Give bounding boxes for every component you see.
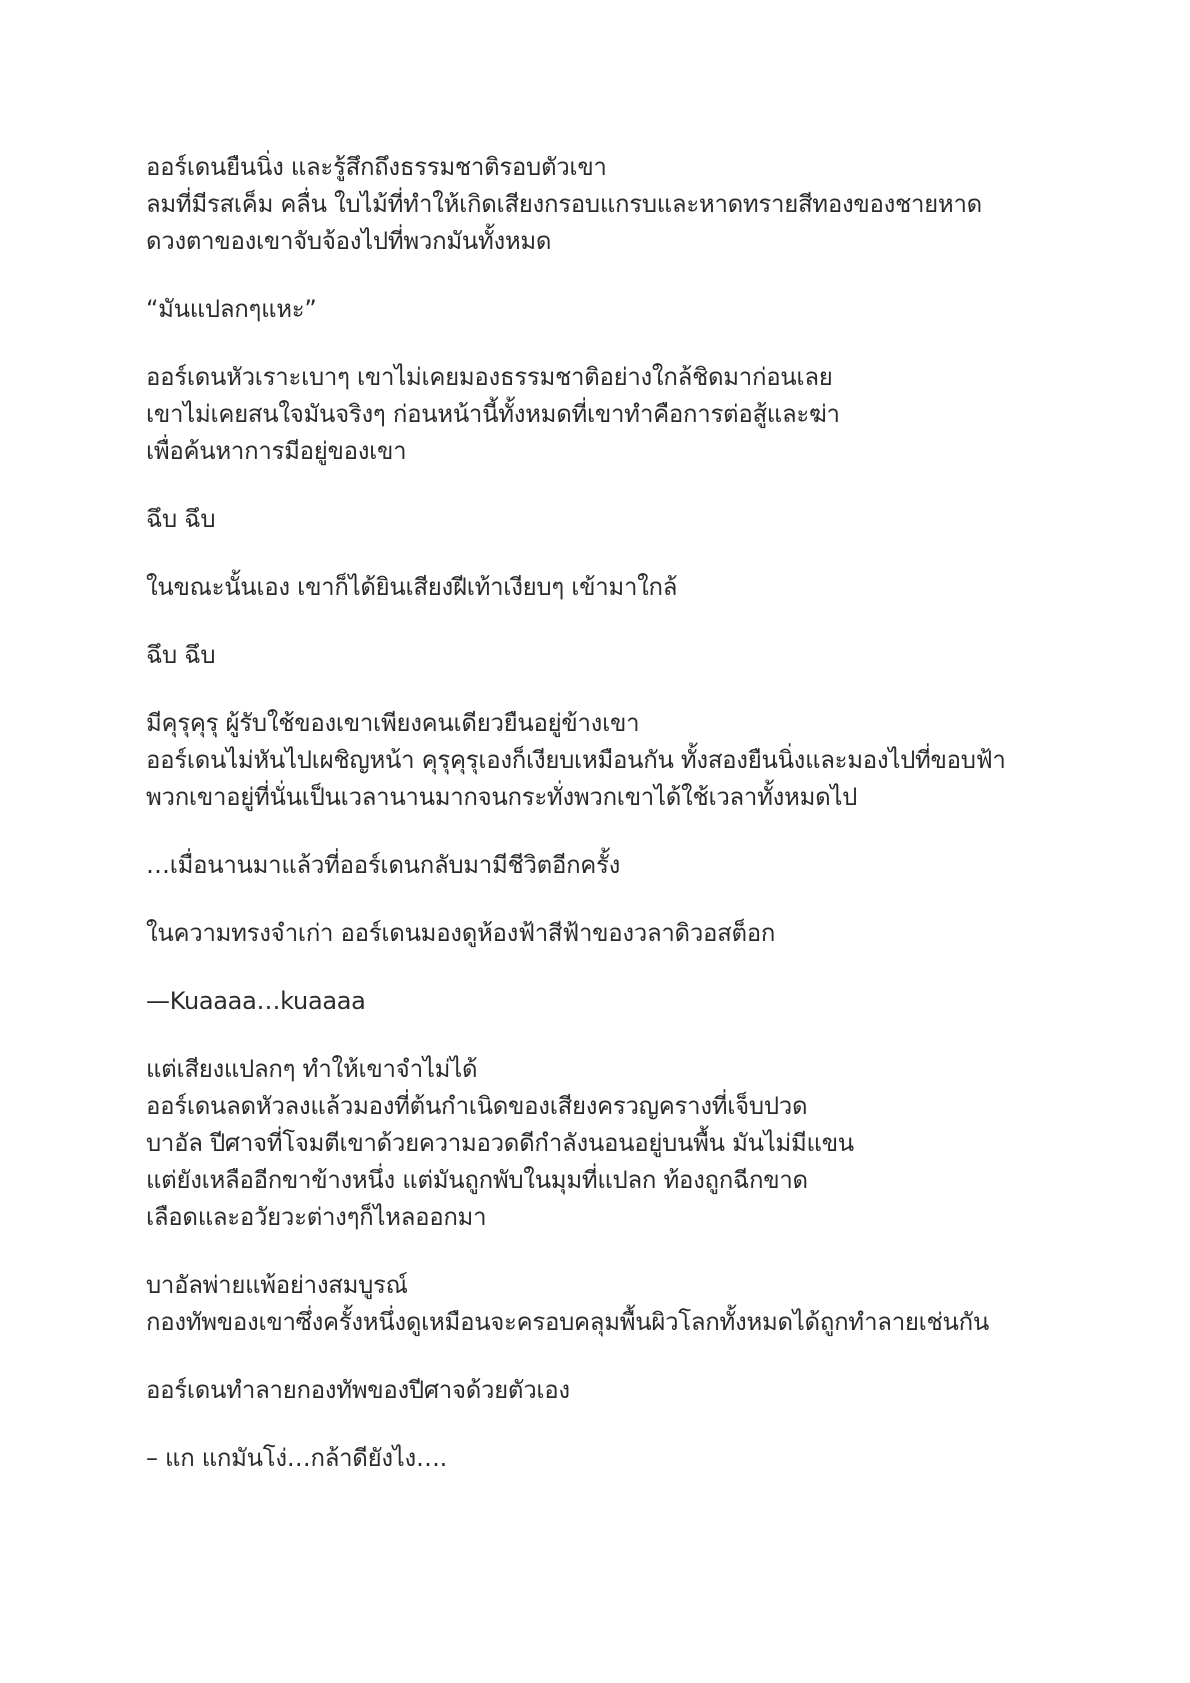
paragraph <box>146 1440 1096 1477</box>
sound-effect-line: ฉึบ ฉึบ <box>146 505 216 533</box>
text-line: ออร์เดนยืนนิ่ง และรู้สึกถึงธรรมชาติรอบตัวเขา <box>146 153 607 181</box>
paragraph <box>146 291 1096 328</box>
text-line: กองทัพของเขาซึ่งครั้งหนึ่งดูเหมือนจะครอบคลุมพื้นผิวโลกทั้งหมดได้ถูกทำลายเช่นกัน <box>146 1308 989 1336</box>
text-line: เขาไม่เคยสนใจมันจริงๆ ก่อนหน้านี้ทั้งหมดที่เขาทำคือการต่อสู้และฆ่า <box>146 400 840 428</box>
story-text <box>146 149 1096 1508</box>
dialogue-line: – แก แกมันโง่…กล้าดียังไง…. <box>146 1444 447 1472</box>
text-line: ออร์เดนลดหัวลงแล้วมองที่ต้นกำเนิดของเสียงครวญครางที่เจ็บปวด <box>146 1092 808 1120</box>
text-line: บาอัล ปีศาจที่โจมตีเขาด้วยความอวดดีกำลังนอนอยู่บนพื้น มันไม่มีแขน <box>146 1129 854 1157</box>
text-line: ลมที่มีรสเค็ม คลื่น ใบไม้ที่ทำให้เกิดเสียงกรอบแกรบและหาดทรายสีทองของชายหาด <box>146 190 982 218</box>
paragraph <box>146 705 1096 816</box>
text-line: ออร์เดนไม่หันไปเผชิญหน้า คุรุคุรุเองก็เงียบเหมือนกัน ทั้งสองยืนนิ่งและมองไปที่ขอบฟ้า <box>146 746 1006 774</box>
paragraph <box>146 637 1096 674</box>
paragraph <box>146 983 1096 1020</box>
text-line: ในขณะนั้นเอง เขาก็ได้ยินเสียงฝีเท้าเงียบๆ เข้ามาใกล้ <box>146 573 678 601</box>
paragraph <box>146 359 1096 470</box>
text-line: เพื่อค้นหาการมีอยู่ของเขา <box>146 437 407 465</box>
sound-effect-line: ฉึบ ฉึบ <box>146 641 216 669</box>
paragraph <box>146 569 1096 606</box>
text-line: บาอัลพ่ายแพ้อย่างสมบูรณ์ <box>146 1271 408 1299</box>
text-line: …เมื่อนานมาแล้วที่ออร์เดนกลับมามีชีวิตอีกครั้ง <box>146 851 621 879</box>
text-line: ในความทรงจำเก่า ออร์เดนมองดูห้องฟ้าสีฟ้าของวลาดิวอสต็อก <box>146 919 776 947</box>
sound-effect-line: —Kuaaaa…kuaaaa <box>146 987 366 1015</box>
text-line: ออร์เดนหัวเราะเบาๆ เขาไม่เคยมองธรรมชาติอย่างใกล้ชิดมาก่อนเลย <box>146 363 833 391</box>
text-line: ดวงตาของเขาจับจ้องไปที่พวกมันทั้งหมด <box>146 227 552 255</box>
text-line: แต่ยังเหลืออีกขาข้างหนึ่ง แต่มันถูกพับในมุมที่แปลก ท้องถูกฉีกขาด <box>146 1166 808 1194</box>
text-line: ออร์เดนทำลายกองทัพของปีศาจด้วยตัวเอง <box>146 1376 570 1404</box>
dialogue-line: “มันแปลกๆแหะ” <box>146 295 317 323</box>
paragraph <box>146 915 1096 952</box>
text-line: เลือดและอวัยวะต่างๆก็ไหลออกมา <box>146 1203 487 1231</box>
paragraph <box>146 1267 1096 1341</box>
text-line: มีคุรุคุรุ ผู้รับใช้ของเขาเพียงคนเดียวยืนอยู่ข้างเขา <box>146 709 640 737</box>
paragraph <box>146 501 1096 538</box>
paragraph <box>146 1051 1096 1236</box>
paragraph <box>146 149 1096 260</box>
paragraph <box>146 1372 1096 1409</box>
text-line: พวกเขาอยู่ที่นั่นเป็นเวลานานมากจนกระทั่งพวกเขาได้ใช้เวลาทั้งหมดไป <box>146 783 858 811</box>
text-line: แต่เสียงแปลกๆ ทำให้เขาจำไม่ได้ <box>146 1055 478 1083</box>
paragraph <box>146 847 1096 884</box>
